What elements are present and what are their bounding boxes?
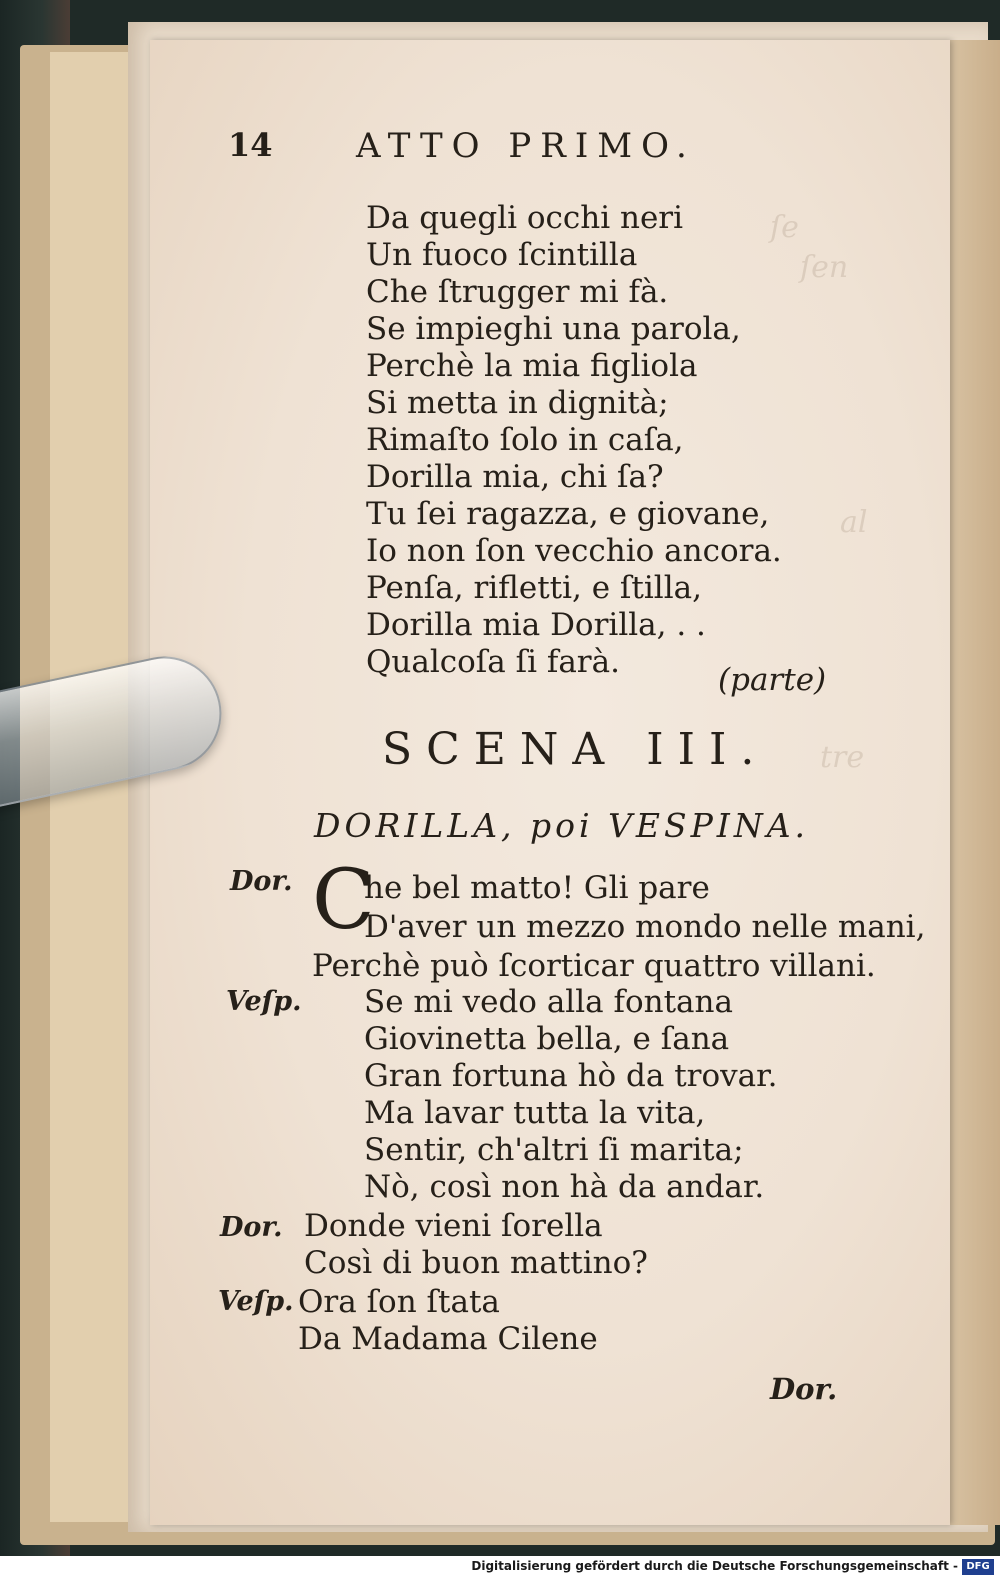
scene-title: SCENA III. [382,724,769,775]
scene-characters: DORILLA, poi VESPINA. [314,806,810,845]
catchword: Dor. [770,1372,838,1406]
verse-line: Ora ſon ſtata [298,1284,500,1320]
aria-verse [364,984,777,1206]
speaker-label: Dor. [230,866,293,897]
verse-line: Si metta in dignità; [366,385,669,421]
speaker-label: Dor. [220,1212,283,1243]
verse-line: Un fuoco ſcintilla [366,237,638,273]
dialogue-verse [304,1208,648,1282]
verse-line: Qualcoſa ſi farà. [366,644,620,680]
verse-line: Rimaſto ſolo in caſa, [366,422,684,458]
page-edge-right [945,40,1000,1525]
show-through-text: al [840,505,868,540]
verse-line: Penſa, rifletti, e ſtilla, [366,570,702,606]
footer-credit: Digitalisierung gefördert durch die Deutsche Forschungsgemeinschaft - [471,1559,958,1573]
verse-line: Sentir, ch'altri ſi marita; [364,1132,744,1168]
verse-line: Io non ſon vecchio ancora. [366,533,782,569]
verse-line: Nò, così non hà da andar. [364,1169,765,1205]
verse-line: Perchè la mia figliola [366,348,698,384]
show-through-text: ſe [770,210,799,245]
page-number: 14 [228,126,273,164]
verse-line: Tu ſei ragazza, e giovane, [366,496,770,532]
verse-line: Perchè può ſcorticar quattro villani. [312,948,876,984]
footer-bar [0,1556,1000,1579]
stage-direction: (parte) [718,662,827,698]
show-through-text: tre [820,740,865,775]
verse-line: D'aver un mezzo mondo nelle mani, [364,909,926,945]
verse-line: Giovinetta bella, e ſana [364,1021,730,1057]
dialogue-verse [298,1284,598,1358]
dfg-logo: DFG [962,1559,994,1575]
drop-cap: C [312,853,375,948]
verse-line: he bel matto! Gli pare [364,870,710,906]
show-through-text: ſen [800,250,849,285]
verse-line: Se mi vedo alla fontana [364,984,733,1020]
verse-line: Gran fortuna hò da trovar. [364,1058,778,1094]
verse-line: Donde vieni ſorella [304,1208,603,1244]
verse-line: Dorilla mia Dorilla, . . [366,607,706,643]
verse-line: Così di buon mattino? [304,1245,648,1281]
verse-line: Dorilla mia, chi ſa? [366,459,664,495]
verse-line: Ma lavar tutta la vita, [364,1095,706,1131]
speaker-label: Veſp. [218,1286,294,1317]
running-head: ATTO PRIMO. [356,126,696,166]
verse-line: Da Madama Cilene [298,1321,598,1357]
aria-verse [366,200,782,681]
verse-line: Che ſtrugger mi fà. [366,274,669,310]
verse-line: Da quegli occhi neri [366,200,684,236]
verse-line: Se impieghi una parola, [366,311,741,347]
speaker-label: Veſp. [226,986,302,1017]
